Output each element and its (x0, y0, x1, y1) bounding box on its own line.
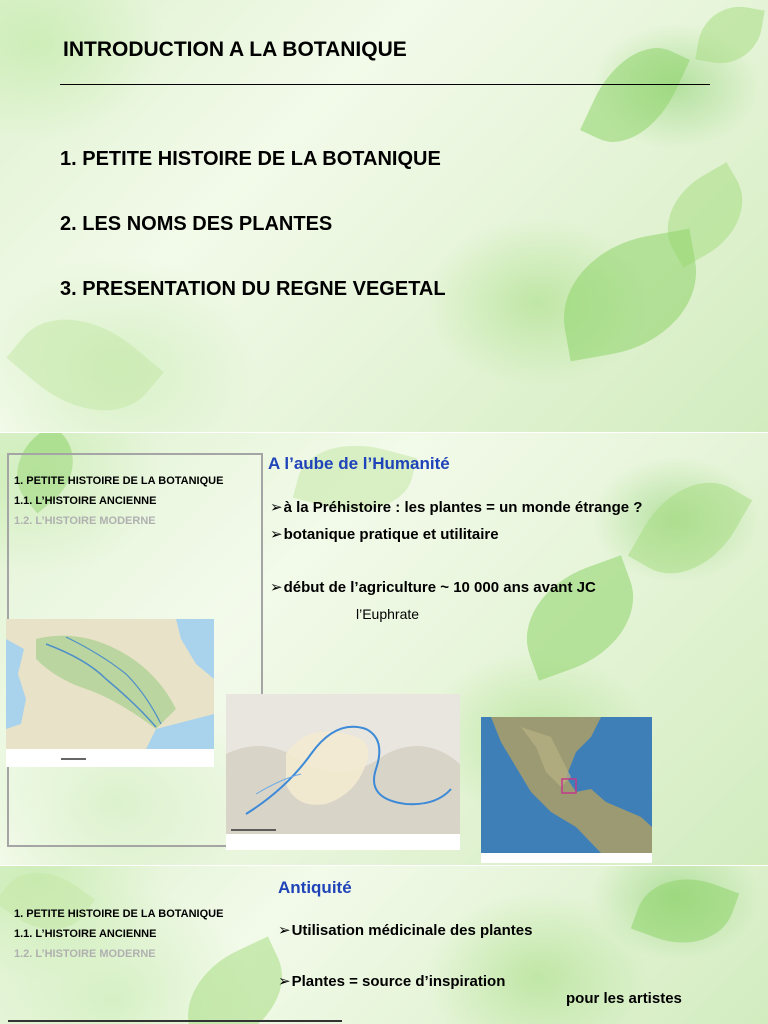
section-outline (14, 471, 223, 531)
title-divider (60, 84, 710, 85)
bullet-item: ➢Plantes = source d’inspiration (278, 973, 506, 990)
leaf-decoration (695, 0, 765, 70)
leaf-decoration (6, 289, 163, 432)
mexico-map (481, 717, 652, 863)
toc-level-1: 1. PETITE HISTOIRE DE LA BOTANIQUE (14, 475, 224, 487)
slide-heading: Antiquité (278, 878, 352, 897)
bullet-item: ➢début de l’agriculture ~ 10 000 ans avant JC (270, 579, 596, 596)
bullet-continuation: pour les artistes (566, 990, 682, 1007)
leaf-decoration (628, 460, 752, 595)
outline-item-1: 1. PETITE HISTOIRE DE LA BOTANIQUE (60, 148, 441, 170)
toc-level-2-current: 1.1. L’HISTOIRE ANCIENNE (14, 495, 157, 507)
arrow-bullet-icon: ➢ (270, 579, 283, 596)
outline-item-3: 3. PRESENTATION DU REGNE VEGETAL (60, 278, 446, 300)
outline-item-2: 2. LES NOMS DES PLANTES (60, 213, 333, 235)
bullet-item: ➢botanique pratique et utilitaire (270, 526, 499, 543)
arrow-bullet-icon: ➢ (270, 526, 283, 543)
arrow-bullet-icon: ➢ (270, 499, 283, 516)
slide-antiquite (0, 866, 768, 1024)
slide-introduction (0, 0, 768, 432)
arrow-bullet-icon: ➢ (278, 973, 291, 990)
mesopotamia-map (6, 619, 214, 767)
presentation-title: INTRODUCTION A LA BOTANIQUE (63, 38, 407, 61)
bullet-item: ➢Utilisation médicinale des plantes (278, 922, 533, 939)
image-frame-edge (8, 1020, 342, 1022)
toc-level-2-next: 1.2. L’HISTOIRE MODERNE (14, 948, 156, 960)
china-river-map (226, 694, 460, 850)
leaf-decoration (552, 229, 709, 362)
bullet-item: ➢à la Préhistoire : les plantes = un monde étrange ? (270, 499, 643, 516)
toc-level-1: 1. PETITE HISTOIRE DE LA BOTANIQUE (14, 908, 224, 920)
slide-heading: A l’aube de l’Humanité (268, 454, 450, 473)
toc-level-2-next: 1.2. L’HISTOIRE MODERNE (14, 515, 156, 527)
arrow-bullet-icon: ➢ (278, 922, 291, 939)
map-caption: l’Euphrate (356, 606, 420, 622)
leaf-decoration (508, 555, 652, 681)
section-outline (14, 904, 223, 964)
leaf-decoration (580, 30, 690, 159)
leaf-decoration (631, 866, 740, 959)
toc-level-2-current: 1.1. L’HISTOIRE ANCIENNE (14, 928, 157, 940)
slide-aube-humanite (0, 433, 768, 865)
